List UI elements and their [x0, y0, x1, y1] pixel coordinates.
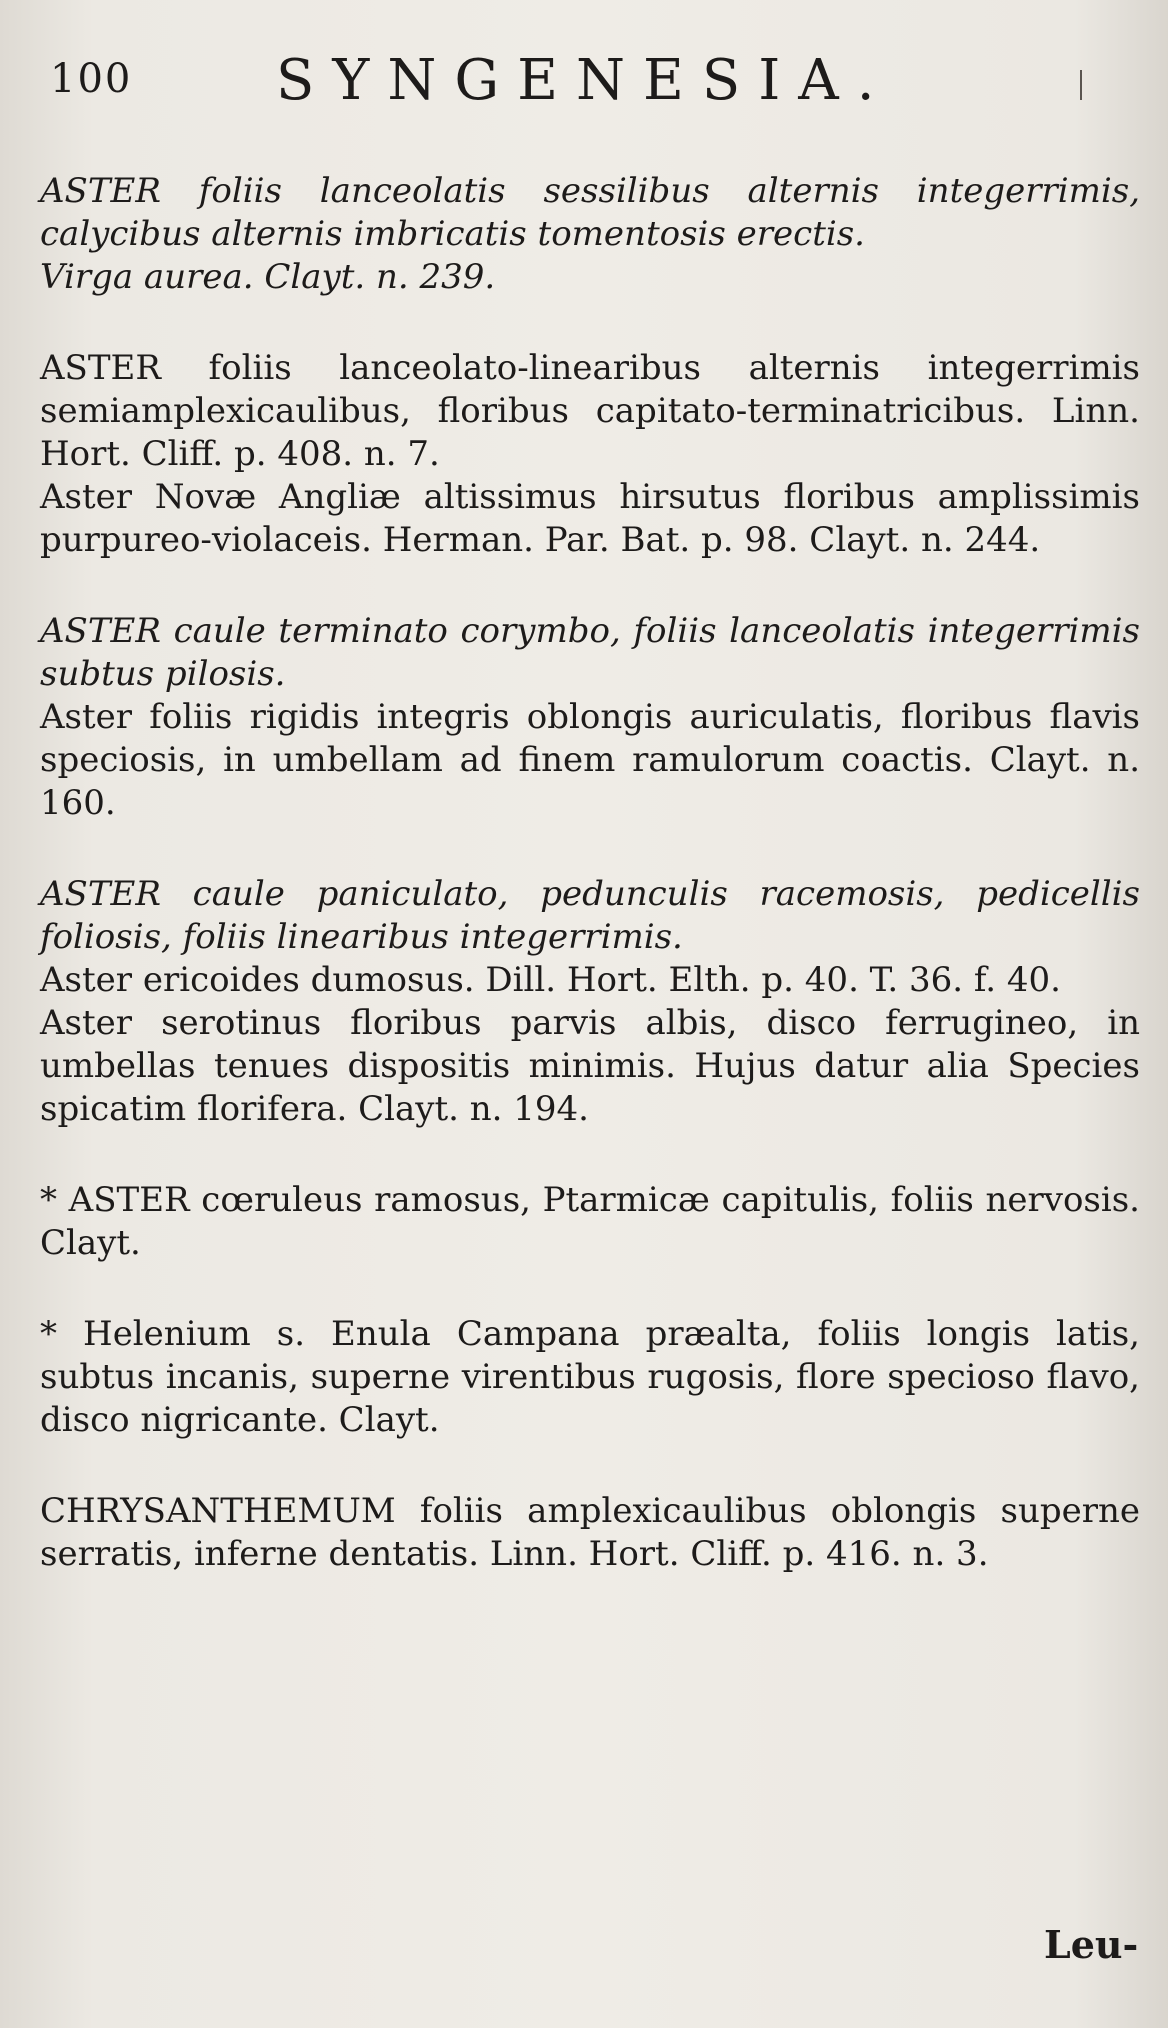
- running-head: SYNGENESIA.: [276, 48, 893, 113]
- entry-phrase: ASTER foliis lanceolatis sessilibus alternis integerrimis, calycibus alternis imbricatis tomentosis erectis.: [40, 171, 1140, 254]
- page-number: 100: [50, 56, 133, 102]
- entry-synonym: Aster Novæ Angliæ altissimus hirsutus floribus amplissimis purpureo-violaceis. Herman. Par. Bat. p. 98. Clayt. n. 244.: [40, 477, 1140, 560]
- entry-phrase: CHRYSANTHEMUM foliis amplexicaulibus oblongis superne serratis, inferne dentatis. Linn. Hort. Cliff. p. 416. n. 3.: [40, 1491, 1140, 1574]
- margin-mark: [1080, 70, 1082, 100]
- page-body: [40, 170, 1140, 1624]
- entry-synonym: Virga aurea. Clayt. n. 239.: [40, 257, 496, 297]
- entry-synonym: Aster ericoides dumosus. Dill. Hort. Elth. p. 40. T. 36. f. 40.: [40, 960, 1061, 1000]
- entry: [40, 170, 1140, 299]
- entry: [40, 610, 1140, 825]
- entry-phrase: * Helenium s. Enula Campana præalta, foliis longis latis, subtus incanis, superne virentibus rugosis, flore specioso flavo, disco nigricante. Clayt.: [40, 1314, 1140, 1440]
- entry-phrase: ASTER caule terminato corymbo, foliis lanceolatis integerrimis subtus pilosis.: [40, 611, 1140, 694]
- entry: [40, 347, 1140, 562]
- entry-phrase: ASTER foliis lanceolato-linearibus alternis integerrimis semiamplexicaulibus, floribus capitato-terminatricibus. Linn. Hort. Cliff. p. 408. n. 7.: [40, 348, 1140, 474]
- entry: [40, 873, 1140, 1131]
- entry: [40, 1313, 1140, 1442]
- entry: [40, 1490, 1140, 1576]
- entry-phrase: * ASTER cœruleus ramosus, Ptarmicæ capitulis, foliis nervosis. Clayt.: [40, 1180, 1140, 1263]
- catchword: Leu-: [1044, 1922, 1139, 1967]
- entry-synonym: Aster foliis rigidis integris oblongis auriculatis, floribus flavis speciosis, in umbellam ad finem ramulorum coactis. Clayt. n. 160.: [40, 697, 1140, 823]
- page-header: [50, 48, 1130, 113]
- entry-phrase: ASTER caule paniculato, pedunculis racemosis, pedicellis foliosis, foliis linearibus integerrimis.: [40, 874, 1140, 957]
- entry-synonym: Aster serotinus floribus parvis albis, disco ferrugineo, in umbellas tenues dispositis minimis. Hujus datur alia Species spicatim florifera. Clayt. n. 194.: [40, 1003, 1140, 1129]
- entry: [40, 1179, 1140, 1265]
